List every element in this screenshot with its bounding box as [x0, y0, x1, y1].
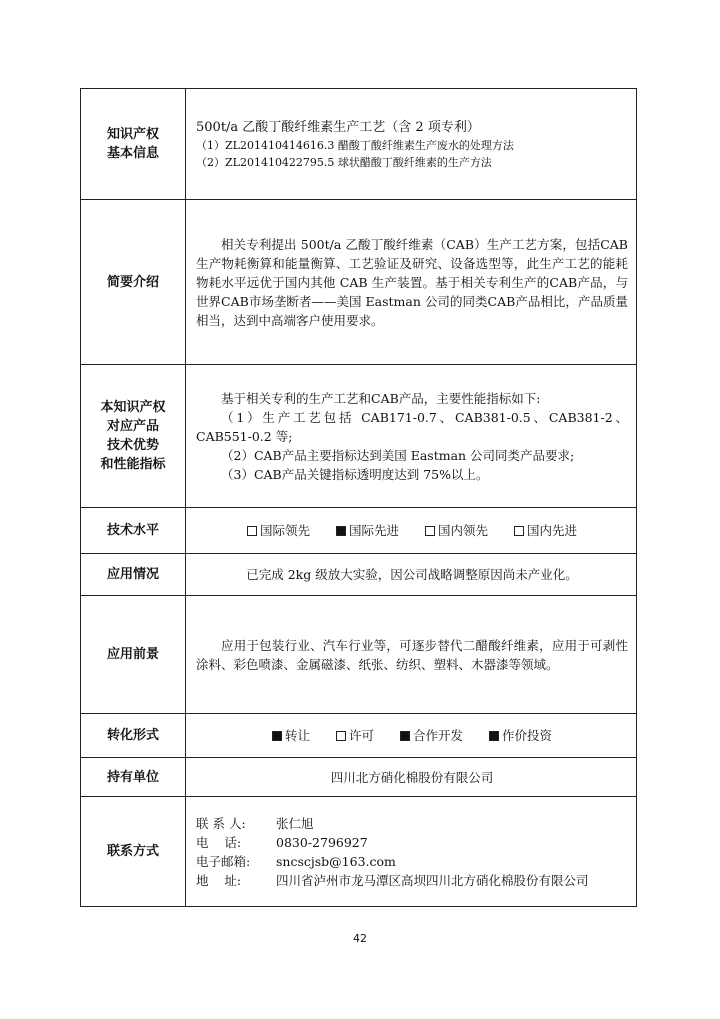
checkbox-icon[interactable] — [336, 731, 346, 741]
label-transfer: 转化形式 — [81, 714, 186, 758]
row-summary — [81, 200, 637, 365]
advantage-item-3: （3）CAB产品关键指标透明度达到 75%以上。 — [221, 466, 489, 482]
advantage-intro: 基于相关专利的生产工艺和CAB产品，主要性能指标如下: — [221, 390, 541, 406]
contact-row — [196, 852, 628, 871]
checkbox-icon[interactable] — [489, 731, 499, 741]
row-application — [81, 554, 637, 596]
label-summary: 简要介绍 — [81, 200, 186, 365]
value-advantage — [186, 365, 637, 508]
option-label: 转让 — [284, 728, 310, 743]
option-label: 国内先进 — [527, 523, 578, 538]
label-advantage-line2: 对应产品 — [106, 419, 159, 434]
label-advantage — [81, 365, 186, 508]
contact-key: 电 话: — [196, 834, 242, 850]
contact-value: 张仁旭 — [276, 815, 314, 831]
label-ip-info — [81, 89, 186, 200]
label-holder: 持有单位 — [81, 758, 186, 797]
contact-key: 联 系 人: — [196, 815, 246, 831]
contact-row — [196, 833, 628, 852]
label-application: 应用情况 — [81, 554, 186, 596]
value-application: 已完成 2kg 级放大实验，因公司战略调整原因尚未产业化。 — [186, 554, 637, 596]
row-transfer — [81, 714, 637, 758]
patent-2: （2）ZL201410422795.5 球状醋酸丁酸纤维素的生产方法 — [196, 155, 492, 169]
row-tech-level — [81, 508, 637, 554]
contact-value: 0830-2796927 — [276, 834, 368, 850]
tech-level-option[interactable] — [425, 521, 488, 540]
patent-1: （1）ZL201410414616.3 醋酸丁酸纤维素生产废水的处理方法 — [196, 138, 514, 152]
value-ip-info — [186, 89, 637, 200]
contact-row — [196, 871, 628, 890]
value-holder: 四川北方硝化棉股份有限公司 — [186, 758, 637, 797]
label-prospect: 应用前景 — [81, 596, 186, 714]
contact-value: 四川省泸州市龙马潭区高坝四川北方硝化棉股份有限公司 — [276, 872, 589, 888]
label-ip-info-line1: 知识产权 — [106, 127, 159, 142]
label-advantage-line1: 本知识产权 — [100, 400, 166, 415]
row-prospect — [81, 596, 637, 714]
checkbox-icon[interactable] — [336, 526, 346, 536]
checkbox-icon[interactable] — [425, 526, 435, 536]
label-advantage-line4: 和性能指标 — [100, 457, 166, 472]
value-prospect — [186, 596, 637, 714]
checkbox-icon[interactable] — [400, 731, 410, 741]
advantage-item-2: （2）CAB产品主要指标达到美国 Eastman 公司同类产品要求; — [221, 447, 575, 463]
option-label: 作价投资 — [502, 728, 553, 743]
value-tech-level — [186, 508, 637, 554]
option-label: 国际先进 — [348, 523, 399, 538]
row-holder — [81, 758, 637, 797]
ip-title: 500t/a 乙酸丁酸纤维素生产工艺（含 2 项专利） — [196, 119, 480, 135]
option-label: 合作开发 — [413, 728, 464, 743]
option-label: 国内领先 — [438, 523, 489, 538]
checkbox-icon[interactable] — [247, 526, 257, 536]
option-label: 许可 — [348, 728, 374, 743]
transfer-options — [196, 726, 628, 745]
summary-text: 相关专利提出 500t/a 乙酸丁酸纤维素（CAB）生产工艺方案，包括CAB生产物耗衡算和能量衡算、工艺验证及研究、设备选型等，此生产工艺的能耗物耗水平远优于国内其他 CAB 生产装置。基于相关专利生产的CAB产品，与世界CAB市场垄断者——美国 Eastman 公司的同类CAB产品相比，产品质量相当，达到中高端客户使用要求。 — [196, 236, 628, 328]
advantage-item-1: （1）生产工艺包括 CAB171-0.7、CAB381-0.5、CAB381-2、CAB551-0.2 等; — [196, 409, 628, 444]
contact-email[interactable]: sncscjsb@163.com — [276, 853, 396, 869]
label-ip-info-line2: 基本信息 — [106, 146, 159, 161]
info-table — [80, 88, 637, 907]
contact-key: 电子邮箱: — [196, 853, 251, 869]
transfer-option[interactable] — [489, 726, 552, 745]
label-contact: 联系方式 — [81, 797, 186, 907]
contact-key: 地 址: — [196, 872, 242, 888]
label-advantage-line3: 技术优势 — [106, 438, 159, 453]
value-transfer — [186, 714, 637, 758]
transfer-option[interactable] — [400, 726, 463, 745]
tech-level-options — [196, 521, 628, 540]
tech-level-option[interactable] — [514, 521, 577, 540]
checkbox-icon[interactable] — [272, 731, 282, 741]
checkbox-icon[interactable] — [514, 526, 524, 536]
prospect-text: 应用于包装行业、汽车行业等，可逐步替代二醋酸纤维素，应用于可剥性涂料、彩色喷漆、金属磁漆、纸张、纺织、塑料、木器漆等领域。 — [196, 637, 628, 672]
value-contact — [186, 797, 637, 907]
page-number: 42 — [353, 932, 367, 945]
row-contact — [81, 797, 637, 907]
row-advantage — [81, 365, 637, 508]
tech-level-option[interactable] — [247, 521, 310, 540]
value-summary — [186, 200, 637, 365]
transfer-option[interactable] — [336, 726, 374, 745]
label-tech-level: 技术水平 — [81, 508, 186, 554]
transfer-option[interactable] — [272, 726, 310, 745]
option-label: 国际领先 — [259, 523, 310, 538]
contact-row — [196, 814, 628, 833]
tech-level-option[interactable] — [336, 521, 399, 540]
row-ip-info — [81, 89, 637, 200]
